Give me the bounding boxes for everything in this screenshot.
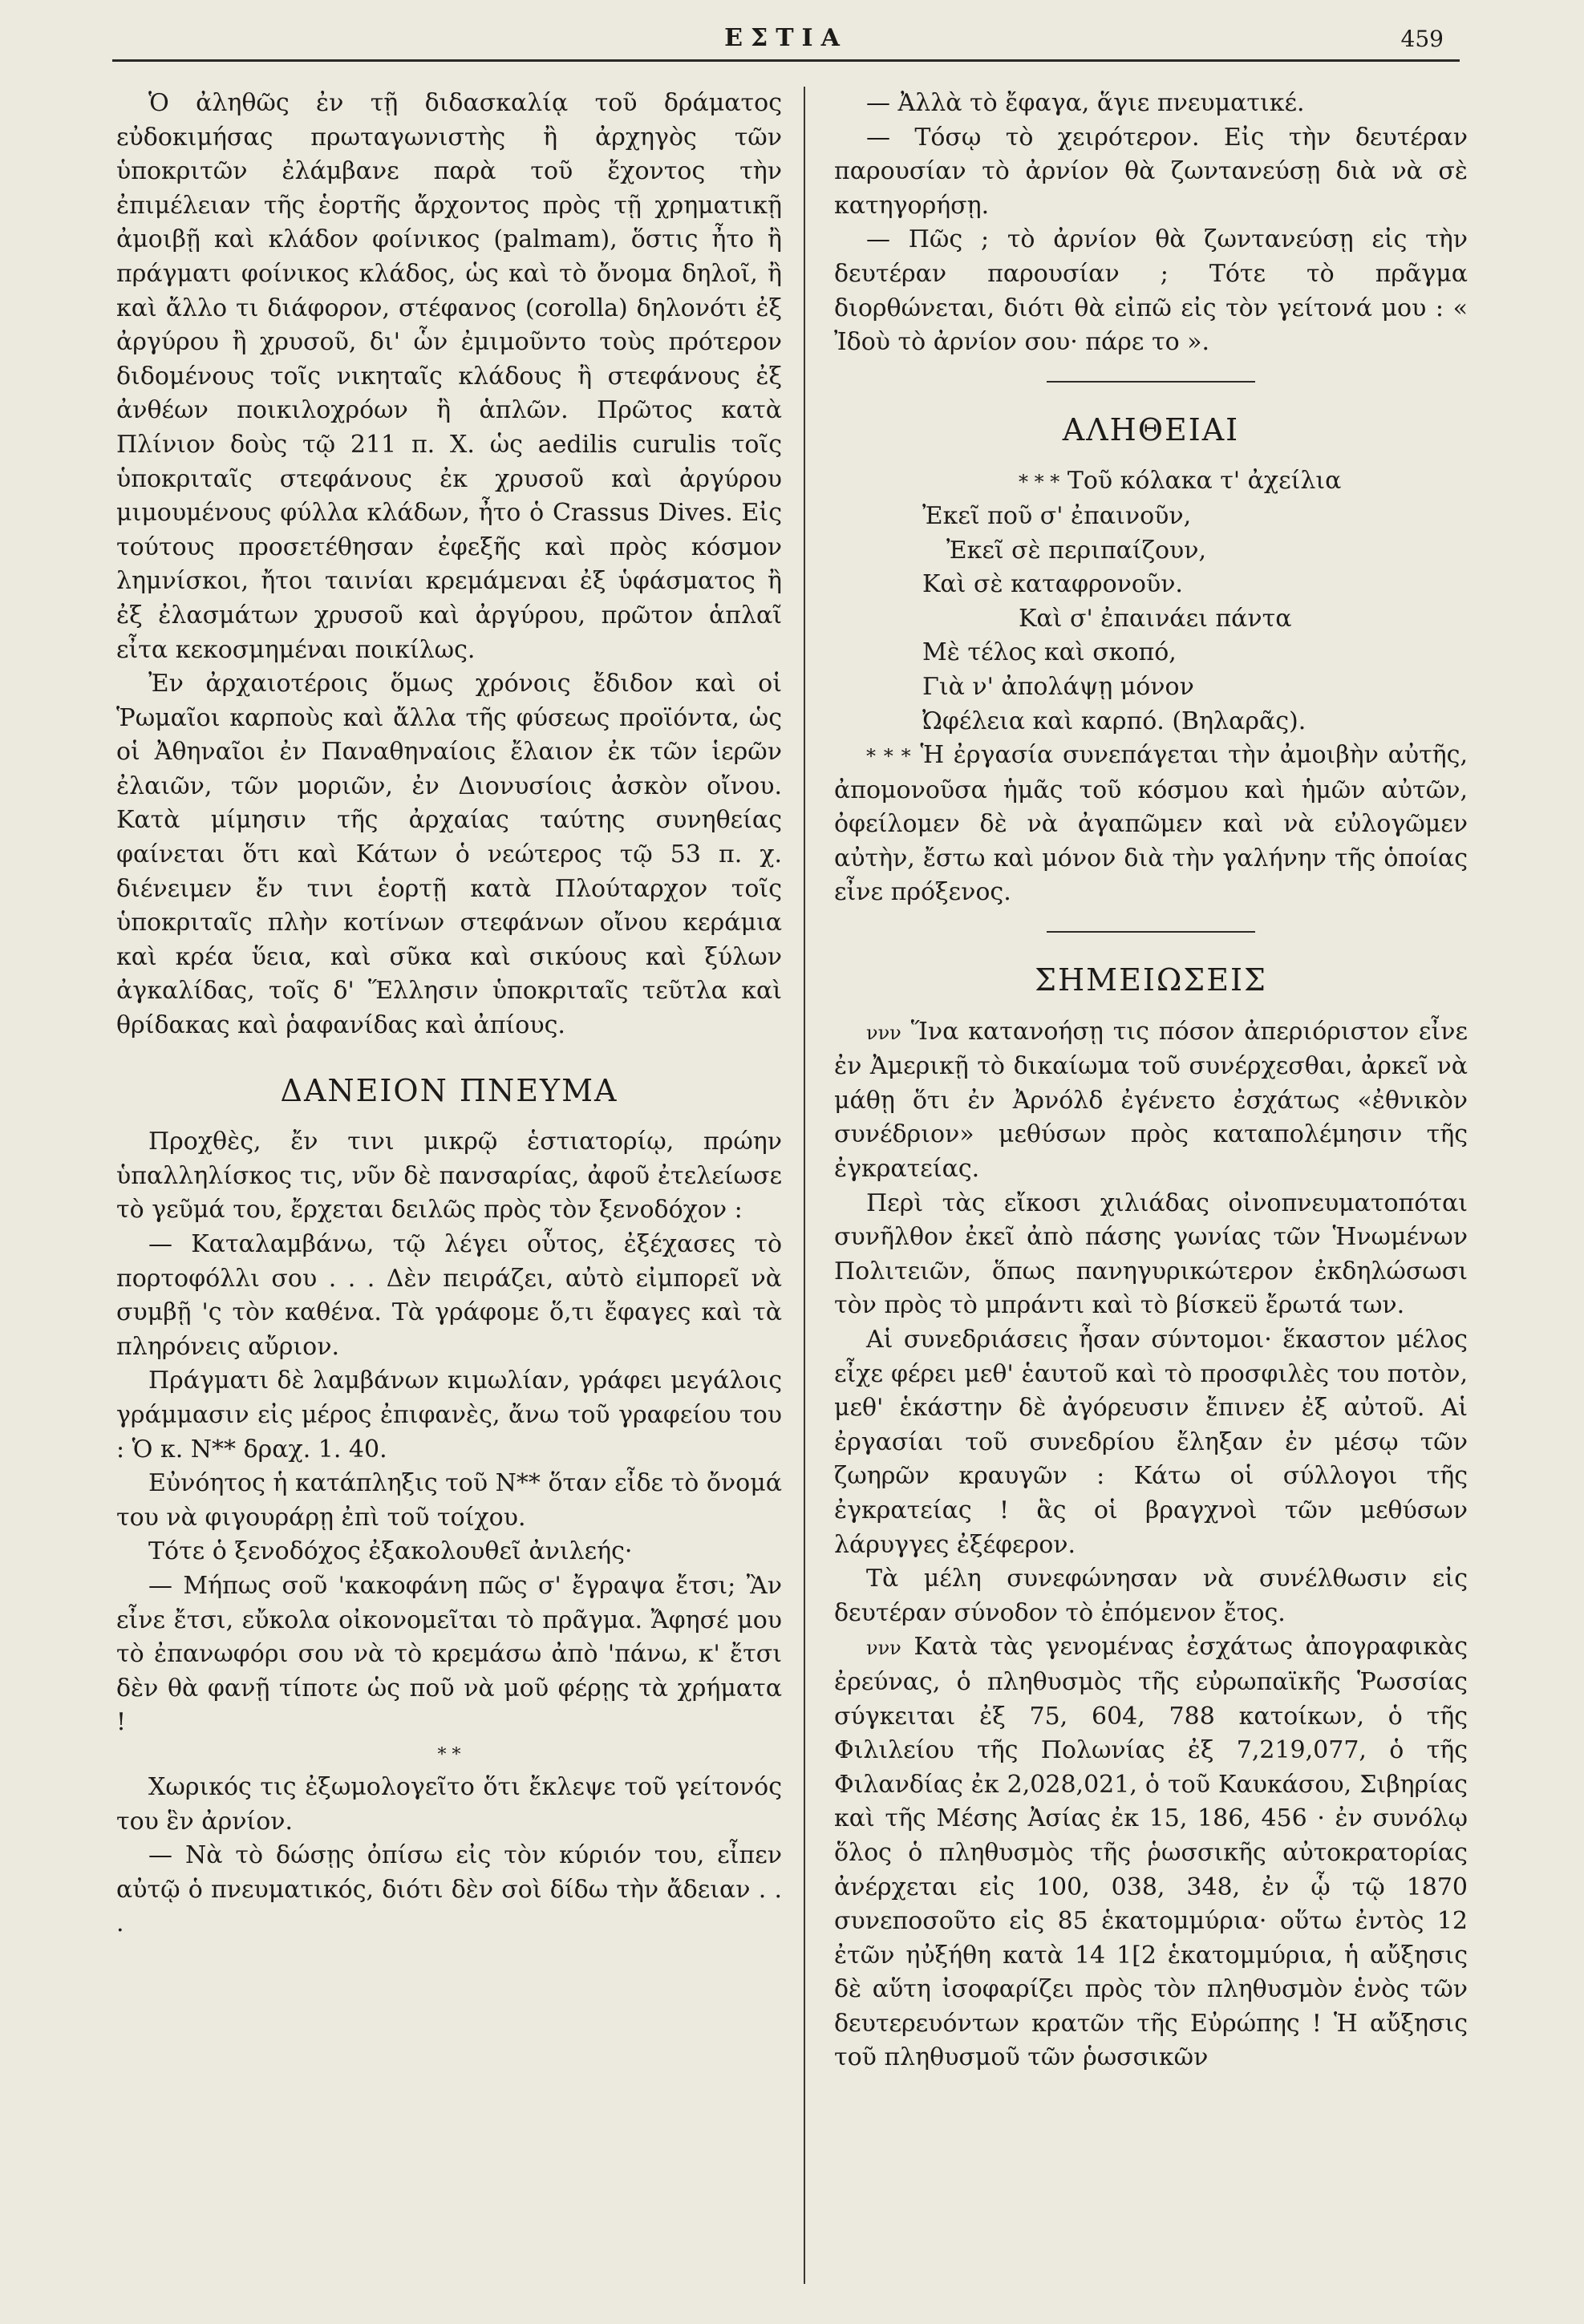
page-number: 459 (1400, 26, 1444, 52)
anecdote-paragraph: — Μήπως σοῦ 'κακοφάνη πῶς σ' ἔγραψα ἔτσι; Ἂν εἶνε ἔτσι, εὔκολα οἰκονομεῖται τὸ πρᾶγμα. Ἄφησέ μου τὸ ἐπανωφόρι σου νὰ τὸ κρεμάσω ἀπὸ 'πάνω, κ' ἔτσι δὲν θὰ φανῇ τίποτε ὡς ποῦ νὰ μοῦ φέρῃς τὰ χρήματα ! (116, 1571, 782, 1737)
poem-line: Καὶ σὲ καταφρονοῦν. (922, 570, 1183, 599)
asterism-mark: * * * (1019, 471, 1060, 494)
anecdote-paragraph: Εὐνόητος ἡ κατάπληξις τοῦ N** ὅταν εἶδε τὸ ὄνομά του νὰ φιγουράρῃ ἐπὶ τοῦ τοίχου. (116, 1469, 782, 1532)
anecdote-paragraph: — Πῶς ; τὸ ἀρνίον θὰ ζωντανεύσῃ εἰς τὴν δευτέραν παρουσίαν ; Τότε τὸ πρᾶγμα διορθώνεται, διότι θὰ εἰπῶ εἰς τὸν γείτονά μου : « Ἰδοὺ τὸ ἀρνίον σου· πάρε το ». (834, 225, 1468, 357)
anecdote-paragraph: — Τόσῳ τὸ χειρότερον. Εἰς τὴν δευτέραν παρουσίαν τὸ ἀρνίον θὰ ζωντανεύσῃ διὰ νὰ σὲ κατηγορήσῃ. (834, 123, 1468, 220)
article-paragraph: Ἐν ἀρχαιοτέροις ὅμως χρόνοις ἔδιδον καὶ οἱ Ῥωμαῖοι καρποὺς καὶ ἄλλα τῆς φύσεως προϊόντα, ὡς οἱ Ἀθηναῖοι ἐν Παναθηναίοις ἔλαιον ἐκ τῶν ἱερῶν ἐλαιῶν, τῶν μοριῶν, ἐν Διονυσίοις ἀσκὸν οἴνου. Κατὰ μίμησιν τῆς ἀρχαίας ταύτης συνηθείας φαίνεται ὅτι καὶ Κάτων ὁ νεώτερος τῷ 53 π. χ. διένειμεν ἔν τινι ἑορτῇ κατὰ Πλούταρχον τοῖς ὑποκριταῖς πλὴν κοτίνων στεφάνων οἴνου κεράμια καὶ κρέα ὕεια, καὶ σῦκα καὶ σικύους καὶ ξύλων ἀγκαλίδας, τοῖς δ' Ἕλλησιν ὑποκριταῖς τεῦτλα καὶ θρίδακας καὶ ῥαφανίδας καὶ ἀπίους. (116, 670, 782, 1040)
poem-line: Γιὰ ν' ἀπολάψῃ μόνον (922, 672, 1194, 701)
left-column (116, 87, 782, 1941)
poem-line: Καὶ σ' ἐπαινάει πάντα (1019, 604, 1292, 633)
anecdote-paragraph: Χωρικός τις ἐξωμολογεῖτο ὅτι ἔκλεψε τοῦ γείτονός του ἓν ἀρνίον. (116, 1772, 782, 1836)
section-rule (1047, 931, 1255, 933)
poem-line: * * * Τοῦ κόλακα τ' ἀχείλια (1019, 467, 1342, 496)
section-heading-daneion-pneuma: ΔΑΝΕΙΟΝ ΠΝΕΥΜΑ (280, 1072, 618, 1108)
section-rule (1047, 381, 1255, 383)
anecdote-paragraph: — Νὰ τὸ δώσῃς ὀπίσω εἰς τὸν κύριόν του, εἶπεν αὐτῷ ὁ πνευματικός, διότι δὲν σοὶ δίδω τὴν ἄδειαν . . . (116, 1841, 782, 1938)
note-mark: ννν (866, 1021, 901, 1044)
poem-line: Ὠφέλεια καὶ καρπό. (Βηλαρᾶς). (922, 707, 1306, 735)
anecdote-paragraph: Τότε ὁ ξενοδόχος ἐξακολουθεῖ ἀνιλεής· (148, 1537, 633, 1566)
anecdote-paragraph: — Καταλαμβάνω, τῷ λέγει οὗτος, ἐξέχασες τὸ πορτοφόλλι σου . . . Δὲν πειράζει, αὐτὸ εἰμπορεῖ νὰ συμβῇ 'ς τὸν καθένα. Τὰ γράφομε ὅ,τι ἔφαγες καὶ τὰ πληρόνεις αὔριον. (116, 1230, 782, 1361)
note-mark: ννν (866, 1637, 901, 1660)
column-divider (804, 87, 805, 2284)
article-paragraph: Ὁ ἀληθῶς ἐν τῇ διδασκαλίᾳ τοῦ δράματος εὐδοκιμήσας πρωταγωνιστὴς ἢ ἀρχηγὸς τῶν ὑποκριτῶν ἐλάμβανε παρὰ τοῦ ἔχοντος τὴν ἐπιμέλειαν τῆς ἑορτῆς ἄρχοντος πρὸς τῇ χρηματικῇ ἀμοιβῇ καὶ κλάδον φοίνικος (palmam), ὅστις ἦτο ἢ πράγματι φοίνικος κλάδος, ὡς καὶ τὸ ὄνομα δηλοῖ, ἢ καὶ ἄλλο τι διάφορον, στέφανος (corolla) δηλονότι ἐξ ἀργύρου ἢ χρυσοῦ, δι' ὧν ἐμιμοῦντο τοὺς πρότερον διδομένους τοῖς νικηταῖς κλάδους ἢ στεφάνους ἐξ ἀνθέων ποικιλοχρόων ἢ ἁπλῶν. Πρῶτος κατὰ Πλίνιον δοὺς τῷ 211 π. Χ. ὡς aedilis curulis τοῖς ὑποκριταῖς στεφάνους ἐκ χρυσοῦ καὶ ἀργύρου μιμουμένους φύλλα κλάδων, ἦτο ὁ Crassus Dives. Εἰς τούτους προσετέθησαν ἐφεξῆς καὶ πρὸς κόσμον λημνίσκοι, ἤτοι ταινίαι κρεμάμεναι ἐξ ὑφάσματος ἢ ἐξ ἐλασμάτων χρυσοῦ καὶ ἀργύρου, πρῶτον ἁπλαῖ εἶτα κεκοσμημέναι ποικίλως. (116, 89, 782, 664)
asterism-mark: * * * (866, 745, 911, 768)
anecdote-paragraph: — Ἀλλὰ τὸ ἔφαγα, ἅγιε πνευματικέ. (866, 89, 1305, 117)
page-header (112, 19, 1460, 62)
note-paragraph: Αἱ συνεδριάσεις ἦσαν σύντομοι· ἕκαστον μέλος εἶχε φέρει μεθ' ἑαυτοῦ καὶ τὸ προσφιλὲς του ποτὸν, μεθ' ἑκάστην δὲ ἀγόρευσιν ἔπινεν ἐξ αὐτοῦ. Αἱ ἐργασίαι τοῦ συνεδρίου ἔληξαν ἐν μέσῳ τῶν ζωηρῶν κραυγῶν : Κάτω οἱ σύλλογοι τῆς ἐγκρατείας ! ἃς οἱ βραγχνοὶ τῶν μεθύσων λάρυγγες ἐξέφερον. (834, 1326, 1468, 1559)
poem-line: Ἐκεῖ ποῦ σ' ἐπαινοῦν, (922, 501, 1192, 530)
poem (834, 464, 1468, 739)
anecdote-paragraph: Πράγματι δὲ λαμβάνων κιμωλίαν, γράφει μεγάλοις γράμμασιν εἰς μέρος ἐπιφανὲς, ἄνω τοῦ γραφείου του : Ὁ κ. N** δραχ. 1. 40. (116, 1366, 782, 1464)
masthead-title: ΕΣΤΙΑ (724, 24, 848, 52)
poem-line: Μὲ τέλος καὶ σκοπό, (922, 638, 1177, 667)
maxim-paragraph: * * * Ἡ ἐργασία συνεπάγεται τὴν ἀμοιβὴν αὐτῆς, ἀπομονοῦσα ἡμᾶς τοῦ κόσμου καὶ ἡμῶν αὐτῶν, ὀφείλομεν δὲ νὰ ἀγαπῶμεν καὶ νὰ εὐλογῶμεν αὐτὴν, ἔστω καὶ μόνον διὰ τὴν γαλήνην τῆς ὁποίας εἶνε πρόξενος. (834, 741, 1468, 907)
anecdote-paragraph: Προχθὲς, ἔν τινι μικρῷ ἑστιατορίῳ, πρώην ὑπαλληλίσκος τις, νῦν δὲ πανσαρίας, ἀφοῦ ἐτελείωσε τὸ γεῦμά του, ἔρχεται δειλῶς πρὸς τὸν ξενοδόχον : (116, 1128, 782, 1225)
note-paragraph: Περὶ τὰς εἴκοσι χιλιάδας οἰνοπνευματοπόται συνῆλθον ἐκεῖ ἀπὸ πάσης γωνίας τῶν Ἡνωμένων Πολιτειῶν, ὅπως πανηγυρικώτερον ἐκδηλώσωσι τὸν πρὸς τὸ μπράντι καὶ τὸ βίσκεϋ ἔρωτά των. (834, 1188, 1468, 1320)
right-column (834, 87, 1468, 2075)
section-heading-semeioseis: ΣΗΜΕΙΩΣΕΙΣ (1035, 962, 1267, 998)
note-paragraph: ννν Κατὰ τὰς γενομένας ἐσχάτως ἀπογραφικὰς ἐρεύνας, ὁ πληθυσμὸς τῆς εὐρωπαϊκῆς Ῥωσσίας σύγκειται ἐξ 75, 604, 788 κατοίκων, ὁ τῆς Φιλιλείου τῆς Πολωνίας ἐξ 7,219,077, ὁ τῆς Φιλανδίας ἐκ 2,028,021, ὁ τοῦ Καυκάσου, Σιβηρίας καὶ τῆς Μέσης Ἀσίας ἐκ 15, 186, 456 · ἐν συνόλῳ ὅλος ὁ πληθυσμὸς τῆς ῥωσσικῆς αὐτοκρατορίας ἀνέρχεται εἰς 100, 038, 348, ἐν ᾧ τῷ 1870 συνεποσοῦτο εἰς 85 ἑκατομμύρια· οὕτω ἐντὸς 12 ἐτῶν ηὐξήθη κατὰ 14 1[2 ἑκατομμύρια, ἡ αὔξησις δὲ αὕτη ἰσοφαρίζει πρὸς τὸν πληθυσμὸν ἑνὸς τῶν δευτερευόντων κρατῶν τῆς Εὐρώπης ! Ἡ αὔξησις τοῦ πληθυσμοῦ τῶν ῥωσσικῶν (834, 1633, 1468, 2072)
poem-line: Ἐκεῖ σὲ περιπαίζουν, (946, 536, 1207, 565)
asterism-separator: * * (437, 1744, 461, 1765)
note-paragraph: ννν Ἵνα κατανοήσῃ τις πόσον ἀπεριόριστον εἶνε ἐν Ἀμερικῇ τὸ δικαίωμα τοῦ συνέρχεσθαι, ἀρκεῖ νὰ μάθῃ ὅτι ἐν Ἀρνόλδ ἐγένετο ἐσχάτως «ἐθνικὸν συνέδριον» μεθύσων πρὸς καταπολέμησιν τῆς ἐγκρατείας. (834, 1017, 1468, 1184)
section-heading-aletheiai: ΑΛΗΘΕΙΑΙ (1062, 411, 1240, 447)
note-paragraph: Τὰ μέλη συνεφώνησαν νὰ συνέλθωσιν εἰς δευτέραν σύνοδον τὸ ἐπόμενον ἔτος. (834, 1565, 1468, 1627)
